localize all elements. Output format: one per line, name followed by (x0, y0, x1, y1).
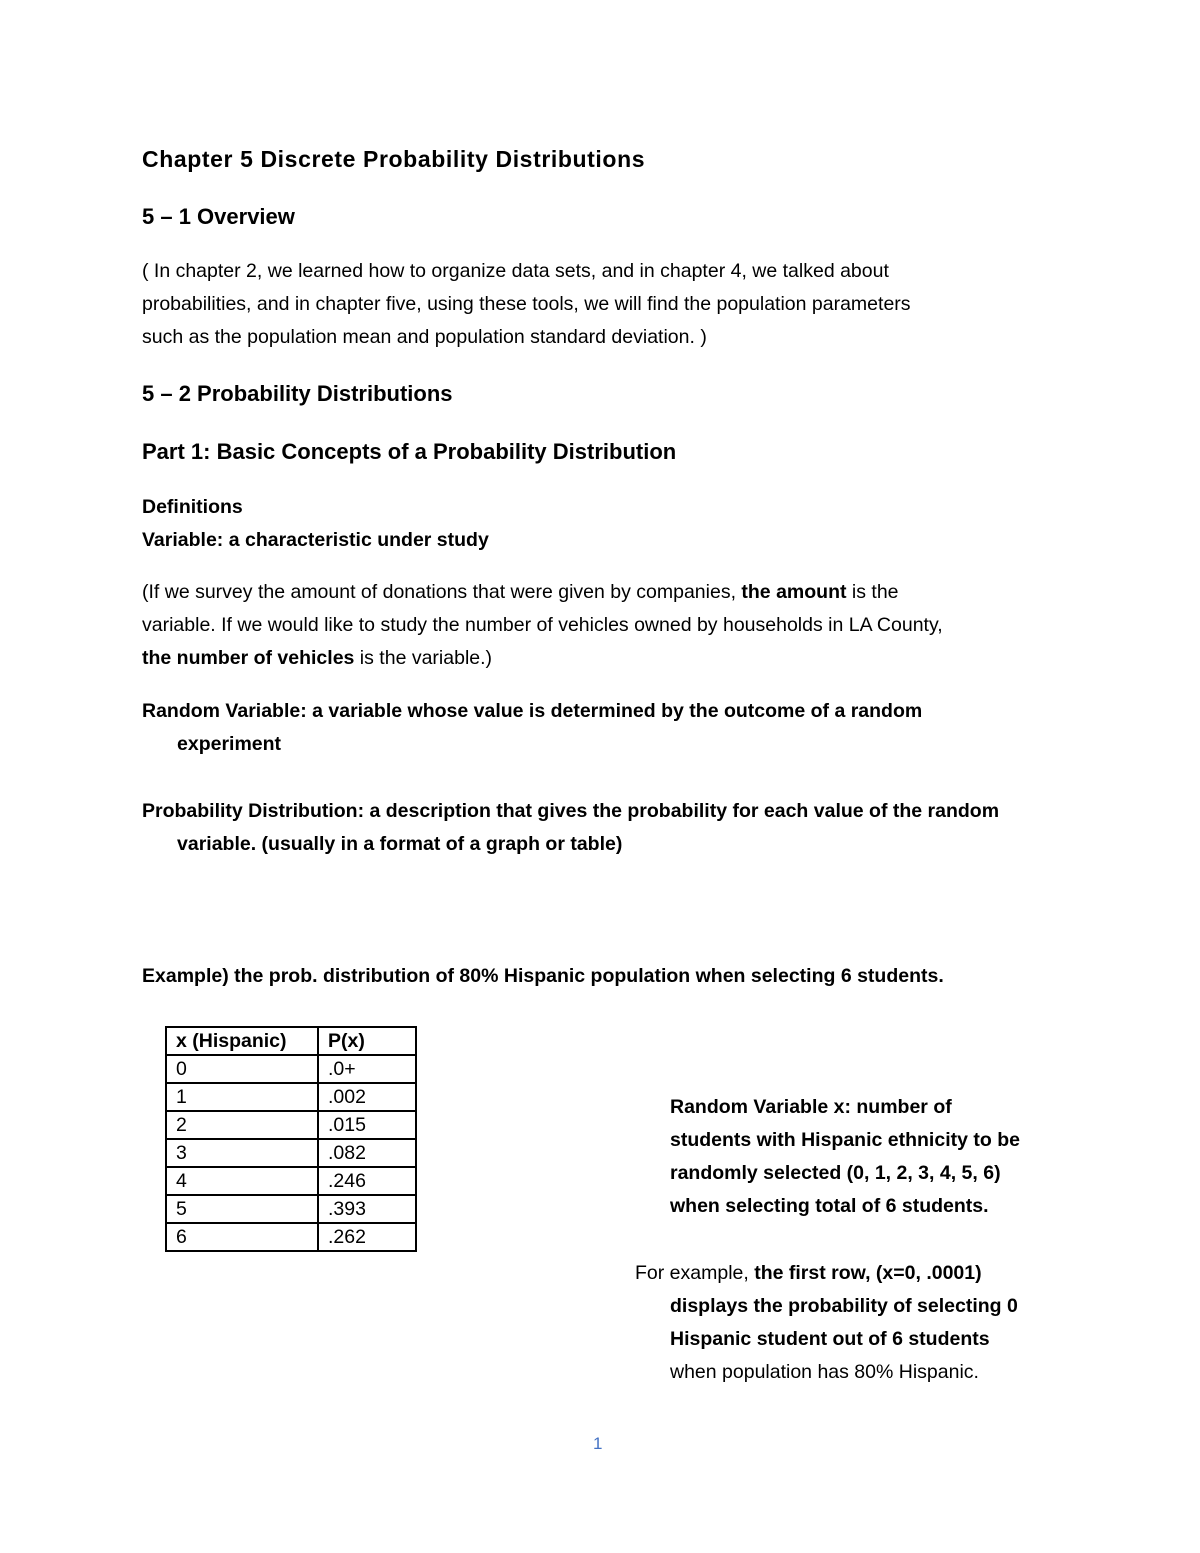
table-row (166, 1195, 416, 1223)
variable-example-paragraph (142, 576, 943, 675)
note-line: when selecting total of 6 students. (670, 1195, 989, 1217)
text-span: (If we survey the amount of donations that were given by companies, (142, 581, 742, 603)
table-header-px: P(x) (318, 1027, 416, 1055)
bold-span: the amount (741, 581, 847, 603)
table-cell: 3 (166, 1139, 318, 1167)
section-heading-distributions: 5 – 2 Probability Distributions (142, 381, 453, 406)
page-number: 1 (593, 1434, 603, 1453)
definition-line: Probability Distribution: a description that gives the probability for each value of the random (142, 800, 1000, 822)
note-line: Random Variable x: number of (670, 1096, 952, 1118)
definition-line: Random Variable: a variable whose value is determined by the outcome of a random (142, 700, 923, 722)
table-cell: 5 (166, 1195, 318, 1223)
first-row-explanation (635, 1257, 1018, 1389)
chapter-title: Chapter 5 Discrete Probability Distributions (142, 146, 646, 172)
table-header-x: x (Hispanic) (166, 1027, 318, 1055)
table-cell: 2 (166, 1111, 318, 1139)
table-row (166, 1139, 416, 1167)
table-row (166, 1083, 416, 1111)
table-cell: .015 (318, 1111, 416, 1139)
probability-table (165, 1026, 417, 1252)
note-line: randomly selected (0, 1, 2, 3, 4, 5, 6) (670, 1162, 1001, 1184)
text-span: For example, (635, 1262, 755, 1284)
note-line: displays the probability of selecting 0 (670, 1295, 1018, 1317)
table-cell: .082 (318, 1139, 416, 1167)
table-row (166, 1167, 416, 1195)
table-row (166, 1055, 416, 1083)
table-cell: 4 (166, 1167, 318, 1195)
variable-example-line: variable. If we would like to study the number of vehicles owned by households in LA County, (142, 614, 943, 636)
probability-distribution-definition (142, 795, 999, 861)
table-header-row (166, 1027, 416, 1055)
variable-definition: Variable: a characteristic under study (142, 529, 489, 551)
random-variable-definition (142, 695, 922, 761)
bold-span: the number of vehicles (142, 647, 355, 669)
overview-line: probabilities, and in chapter five, using these tools, we will find the population parameters (142, 293, 911, 315)
variable-example-line (142, 576, 943, 609)
overview-paragraph (142, 255, 911, 354)
variable-example-line (142, 642, 943, 675)
table-row (166, 1111, 416, 1139)
section-heading-overview: 5 – 1 Overview (142, 204, 295, 229)
note-line: when population has 80% Hispanic. (670, 1361, 979, 1383)
table-cell: 6 (166, 1223, 318, 1251)
bold-span: the first row, (x=0, .0001) (754, 1262, 982, 1284)
overview-line: such as the population mean and population standard deviation. ) (142, 326, 707, 348)
table-cell: .393 (318, 1195, 416, 1223)
table-cell: 1 (166, 1083, 318, 1111)
note-line (635, 1257, 1018, 1290)
text-span: is the variable.) (354, 647, 493, 669)
table-cell: .0+ (318, 1055, 416, 1083)
overview-line: ( In chapter 2, we learned how to organize data sets, and in chapter 4, we talked about (142, 260, 889, 282)
definition-line: experiment (177, 733, 282, 755)
definitions-block (142, 491, 489, 557)
definitions-label: Definitions (142, 496, 243, 518)
table-cell: .002 (318, 1083, 416, 1111)
random-variable-note (670, 1091, 1020, 1223)
table-cell: 0 (166, 1055, 318, 1083)
part1-heading: Part 1: Basic Concepts of a Probability Distribution (142, 439, 677, 464)
table-cell: .262 (318, 1223, 416, 1251)
text-span: is the (846, 581, 899, 603)
note-line: students with Hispanic ethnicity to be (670, 1129, 1020, 1151)
example-line: Example) the prob. distribution of 80% Hispanic population when selecting 6 students. (142, 965, 944, 987)
table-row (166, 1223, 416, 1251)
note-line: Hispanic student out of 6 students (670, 1328, 990, 1350)
table-cell: .246 (318, 1167, 416, 1195)
definition-line: variable. (usually in a format of a graph or table) (177, 833, 623, 855)
